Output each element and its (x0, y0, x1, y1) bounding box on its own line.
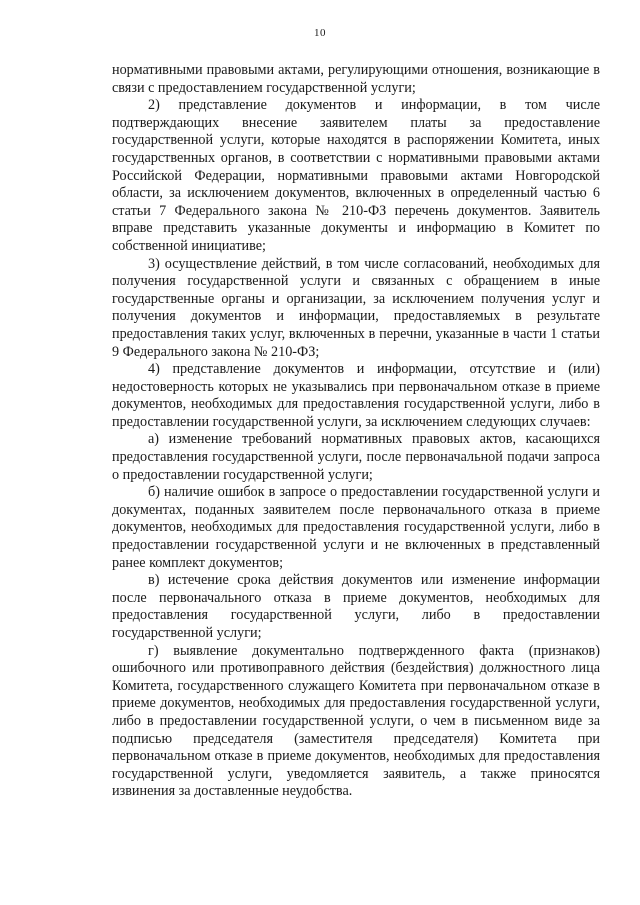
paragraph-continuation: нормативными правовыми актами, регулирующими отношения, возникающие в связи с предоставлением государственной услуги; (112, 62, 600, 96)
paragraph-item-4: 4) представление документов и информации, отсутствие и (или) недостоверность которых не указывались при первоначальном отказе в приеме документов, необходимых для предоставления государственной услуги, либо в предоставлении государственной услуги, за исключением следующих случаев: (112, 361, 600, 430)
page-number: 10 (314, 27, 326, 39)
paragraph-subitem-g: г) выявление документально подтвержденного факта (признаков) ошибочного или противоправного действия (бездействия) должностного лица Комитета, государственного служащего Комитета при первоначальном отказе в приеме документов, необходимых для предоставления государственной услуги, либо в предоставлении государственной услуги, о чем в письменном виде за подписью председателя (заместителя председателя) Комитета при первоначальном отказе в приеме документов, необходимых для предоставления государственной услуги, уведомляется заявитель, а также приносятся извинения за доставленные неудобства. (112, 642, 600, 800)
paragraph-item-2: 2) представление документов и информации, в том числе подтверждающих внесение заявителем платы за предоставление государственной услуги, которые находятся в распоряжении Комитета, иных государственных органов, в соответствии с нормативными правовыми актами Российской Федерации, нормативными правовыми актами Новгородской области, за исключением документов, включенных в определенный частью 6 статьи 7 Федерального закона № 210-ФЗ перечень документов. Заявитель вправе представить указанные документы и информацию в Комитет по собственной инициативе; (112, 97, 600, 254)
paragraph-subitem-b: б) наличие ошибок в запросе о предоставлении государственной услуги и документах, поданных заявителем после первоначального отказа в приеме документов, необходимых для предоставления государственной услуги, либо в предоставлении государственной услуги и не включенных в представленный ранее комплект документов; (112, 484, 600, 571)
paragraph-subitem-a: а) изменение требований нормативных правовых актов, касающихся предоставления государственной услуги, после первоначальной подачи запроса о предоставлении государственной услуги; (112, 431, 600, 483)
document-body (112, 62, 600, 801)
paragraph-subitem-v: в) истечение срока действия документов или изменение информации после первоначального отказа в приеме документов, необходимых для предоставления государственной услуги, либо в предоставлении государственной услуги; (112, 572, 600, 641)
paragraph-item-3: 3) осуществление действий, в том числе согласований, необходимых для получения государственной услуги и связанных с обращением в иные государственные органы и организации, за исключением получения услуг и получения документов и информации, предоставляемых в результате предоставления таких услуг, включенных в перечни, указанные в части 1 статьи 9 Федерального закона № 210-ФЗ; (112, 255, 600, 360)
